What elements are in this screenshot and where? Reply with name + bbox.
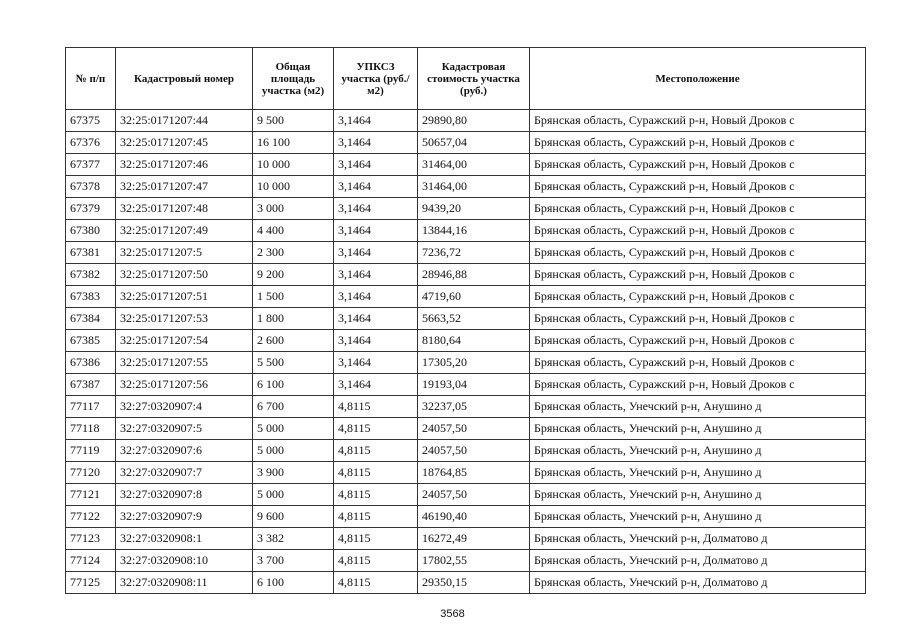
table-row — [66, 330, 866, 352]
cell-location: Брянская область, Унечский р-н, Анушино д — [530, 396, 866, 418]
table-row — [66, 396, 866, 418]
cell-cadastral-value: 24057,50 — [418, 418, 530, 440]
cell-cadastral-value: 17305,20 — [418, 352, 530, 374]
cell-cadastral-value: 8180,64 — [418, 330, 530, 352]
cell-cadastral-value: 19193,04 — [418, 374, 530, 396]
cell-upksz: 3,1464 — [334, 176, 418, 198]
cell-upksz: 4,8115 — [334, 550, 418, 572]
cell-cadastral-number: 32:27:0320908:1 — [116, 528, 253, 550]
cell-location: Брянская область, Унечский р-н, Анушино д — [530, 440, 866, 462]
cell-location: Брянская область, Суражский р-н, Новый Дроков с — [530, 242, 866, 264]
cell-upksz: 4,8115 — [334, 418, 418, 440]
cell-cadastral-value: 46190,40 — [418, 506, 530, 528]
cell-location: Брянская область, Суражский р-н, Новый Дроков с — [530, 264, 866, 286]
cell-cadastral-value: 17802,55 — [418, 550, 530, 572]
cell-area: 16 100 — [253, 132, 334, 154]
cell-cadastral-number: 32:25:0171207:50 — [116, 264, 253, 286]
cell-upksz: 4,8115 — [334, 396, 418, 418]
cell-location: Брянская область, Унечский р-н, Анушино д — [530, 484, 866, 506]
cell-location: Брянская область, Суражский р-н, Новый Дроков с — [530, 132, 866, 154]
table-row — [66, 198, 866, 220]
cell-location: Брянская область, Суражский р-н, Новый Дроков с — [530, 220, 866, 242]
cell-upksz: 3,1464 — [334, 264, 418, 286]
cell-cadastral-number: 32:27:0320908:11 — [116, 572, 253, 594]
table-row — [66, 462, 866, 484]
cell-row-number: 77119 — [66, 440, 116, 462]
cell-row-number: 67377 — [66, 154, 116, 176]
cell-cadastral-value: 5663,52 — [418, 308, 530, 330]
cell-cadastral-number: 32:25:0171207:55 — [116, 352, 253, 374]
cell-cadastral-value: 28946,88 — [418, 264, 530, 286]
cell-cadastral-value: 7236,72 — [418, 242, 530, 264]
cell-row-number: 67386 — [66, 352, 116, 374]
cell-area: 5 500 — [253, 352, 334, 374]
cell-cadastral-value: 24057,50 — [418, 440, 530, 462]
table-row — [66, 242, 866, 264]
table-row — [66, 550, 866, 572]
cell-row-number: 77123 — [66, 528, 116, 550]
cell-area: 6 100 — [253, 374, 334, 396]
cell-cadastral-value: 31464,00 — [418, 154, 530, 176]
cell-area: 10 000 — [253, 176, 334, 198]
cell-area: 3 900 — [253, 462, 334, 484]
cell-cadastral-number: 32:27:0320907:4 — [116, 396, 253, 418]
cell-cadastral-number: 32:25:0171207:46 — [116, 154, 253, 176]
cell-row-number: 67387 — [66, 374, 116, 396]
cell-area: 2 600 — [253, 330, 334, 352]
cell-area: 2 300 — [253, 242, 334, 264]
header-cadastral-number: Кадастровый номер — [116, 48, 253, 110]
cell-cadastral-value: 18764,85 — [418, 462, 530, 484]
cell-cadastral-number: 32:25:0171207:45 — [116, 132, 253, 154]
cell-cadastral-number: 32:25:0171207:49 — [116, 220, 253, 242]
cell-upksz: 3,1464 — [334, 110, 418, 132]
table-row — [66, 286, 866, 308]
cell-cadastral-value: 31464,00 — [418, 176, 530, 198]
cell-row-number: 67379 — [66, 198, 116, 220]
table-row — [66, 418, 866, 440]
cell-row-number: 67384 — [66, 308, 116, 330]
cell-area: 9 200 — [253, 264, 334, 286]
cell-cadastral-number: 32:27:0320907:9 — [116, 506, 253, 528]
cell-row-number: 67385 — [66, 330, 116, 352]
cell-cadastral-value: 50657,04 — [418, 132, 530, 154]
cadastral-table — [65, 47, 866, 594]
header-upksz: УПКСЗ участка (руб./м2) — [334, 48, 418, 110]
cell-row-number: 67381 — [66, 242, 116, 264]
cell-cadastral-number: 32:25:0171207:54 — [116, 330, 253, 352]
cell-row-number: 77120 — [66, 462, 116, 484]
cell-row-number: 67383 — [66, 286, 116, 308]
cell-cadastral-value: 24057,50 — [418, 484, 530, 506]
table-row — [66, 506, 866, 528]
cell-location: Брянская область, Унечский р-н, Долматово д — [530, 572, 866, 594]
table-row — [66, 572, 866, 594]
cell-location: Брянская область, Унечский р-н, Долматово д — [530, 528, 866, 550]
cell-cadastral-value: 29890,80 — [418, 110, 530, 132]
cell-location: Брянская область, Суражский р-н, Новый Дроков с — [530, 352, 866, 374]
cell-cadastral-value: 32237,05 — [418, 396, 530, 418]
cell-area: 9 600 — [253, 506, 334, 528]
cell-upksz: 3,1464 — [334, 220, 418, 242]
table-body — [66, 110, 866, 594]
cell-cadastral-value: 9439,20 — [418, 198, 530, 220]
cell-location: Брянская область, Унечский р-н, Анушино д — [530, 462, 866, 484]
cell-area: 5 000 — [253, 484, 334, 506]
cell-location: Брянская область, Суражский р-н, Новый Дроков с — [530, 374, 866, 396]
header-row-number: № п/п — [66, 48, 116, 110]
cell-cadastral-value: 16272,49 — [418, 528, 530, 550]
table-row — [66, 440, 866, 462]
cell-location: Брянская область, Суражский р-н, Новый Дроков с — [530, 198, 866, 220]
cell-cadastral-number: 32:27:0320907:8 — [116, 484, 253, 506]
cell-location: Брянская область, Суражский р-н, Новый Дроков с — [530, 154, 866, 176]
cell-cadastral-number: 32:25:0171207:56 — [116, 374, 253, 396]
cell-area: 5 000 — [253, 440, 334, 462]
table-header-row — [66, 48, 866, 110]
cell-location: Брянская область, Суражский р-н, Новый Дроков с — [530, 110, 866, 132]
table-row — [66, 110, 866, 132]
header-area: Общая площадь участка (м2) — [253, 48, 334, 110]
cell-upksz: 3,1464 — [334, 374, 418, 396]
cell-cadastral-number: 32:25:0171207:47 — [116, 176, 253, 198]
cell-upksz: 3,1464 — [334, 242, 418, 264]
table-row — [66, 352, 866, 374]
cell-upksz: 3,1464 — [334, 286, 418, 308]
cell-cadastral-number: 32:25:0171207:44 — [116, 110, 253, 132]
table-row — [66, 308, 866, 330]
cell-location: Брянская область, Унечский р-н, Анушино д — [530, 506, 866, 528]
cell-location: Брянская область, Унечский р-н, Анушино д — [530, 418, 866, 440]
cell-row-number: 77122 — [66, 506, 116, 528]
cell-upksz: 4,8115 — [334, 572, 418, 594]
cell-upksz: 3,1464 — [334, 154, 418, 176]
table-row — [66, 374, 866, 396]
table-row — [66, 176, 866, 198]
cell-location: Брянская область, Унечский р-н, Долматово д — [530, 550, 866, 572]
header-location: Местоположение — [530, 48, 866, 110]
cell-row-number: 67378 — [66, 176, 116, 198]
cell-row-number: 77118 — [66, 418, 116, 440]
cell-upksz: 3,1464 — [334, 198, 418, 220]
cell-area: 3 382 — [253, 528, 334, 550]
cell-cadastral-number: 32:25:0171207:5 — [116, 242, 253, 264]
table-row — [66, 220, 866, 242]
table-row — [66, 484, 866, 506]
table-row — [66, 132, 866, 154]
cell-cadastral-number: 32:25:0171207:51 — [116, 286, 253, 308]
cell-row-number: 67380 — [66, 220, 116, 242]
cell-row-number: 67376 — [66, 132, 116, 154]
cell-row-number: 77125 — [66, 572, 116, 594]
cell-area: 10 000 — [253, 154, 334, 176]
cell-row-number: 77117 — [66, 396, 116, 418]
cell-cadastral-value: 29350,15 — [418, 572, 530, 594]
cell-area: 3 700 — [253, 550, 334, 572]
cell-row-number: 67382 — [66, 264, 116, 286]
cell-cadastral-number: 32:27:0320907:7 — [116, 462, 253, 484]
cell-row-number: 77121 — [66, 484, 116, 506]
table-row — [66, 528, 866, 550]
cell-location: Брянская область, Суражский р-н, Новый Дроков с — [530, 286, 866, 308]
table-row — [66, 264, 866, 286]
cell-location: Брянская область, Суражский р-н, Новый Дроков с — [530, 308, 866, 330]
header-cadastral-value: Кадастровая стоимость участка (руб.) — [418, 48, 530, 110]
cell-area: 5 000 — [253, 418, 334, 440]
cell-cadastral-number: 32:25:0171207:48 — [116, 198, 253, 220]
cell-cadastral-number: 32:25:0171207:53 — [116, 308, 253, 330]
cell-upksz: 3,1464 — [334, 352, 418, 374]
cell-cadastral-number: 32:27:0320907:5 — [116, 418, 253, 440]
cell-location: Брянская область, Суражский р-н, Новый Дроков с — [530, 176, 866, 198]
cell-upksz: 3,1464 — [334, 308, 418, 330]
page-number: 3568 — [440, 608, 465, 620]
cell-area: 4 400 — [253, 220, 334, 242]
cell-upksz: 4,8115 — [334, 462, 418, 484]
cell-cadastral-value: 13844,16 — [418, 220, 530, 242]
cell-upksz: 4,8115 — [334, 440, 418, 462]
cell-cadastral-number: 32:27:0320907:6 — [116, 440, 253, 462]
cell-area: 1 500 — [253, 286, 334, 308]
cell-area: 1 800 — [253, 308, 334, 330]
cell-area: 3 000 — [253, 198, 334, 220]
cell-area: 6 700 — [253, 396, 334, 418]
cell-area: 9 500 — [253, 110, 334, 132]
cell-location: Брянская область, Суражский р-н, Новый Дроков с — [530, 330, 866, 352]
cell-upksz: 4,8115 — [334, 528, 418, 550]
cell-upksz: 3,1464 — [334, 330, 418, 352]
cell-cadastral-value: 4719,60 — [418, 286, 530, 308]
cell-area: 6 100 — [253, 572, 334, 594]
cell-row-number: 77124 — [66, 550, 116, 572]
cell-row-number: 67375 — [66, 110, 116, 132]
cell-cadastral-number: 32:27:0320908:10 — [116, 550, 253, 572]
cell-upksz: 4,8115 — [334, 484, 418, 506]
table-row — [66, 154, 866, 176]
cell-upksz: 3,1464 — [334, 132, 418, 154]
cell-upksz: 4,8115 — [334, 506, 418, 528]
